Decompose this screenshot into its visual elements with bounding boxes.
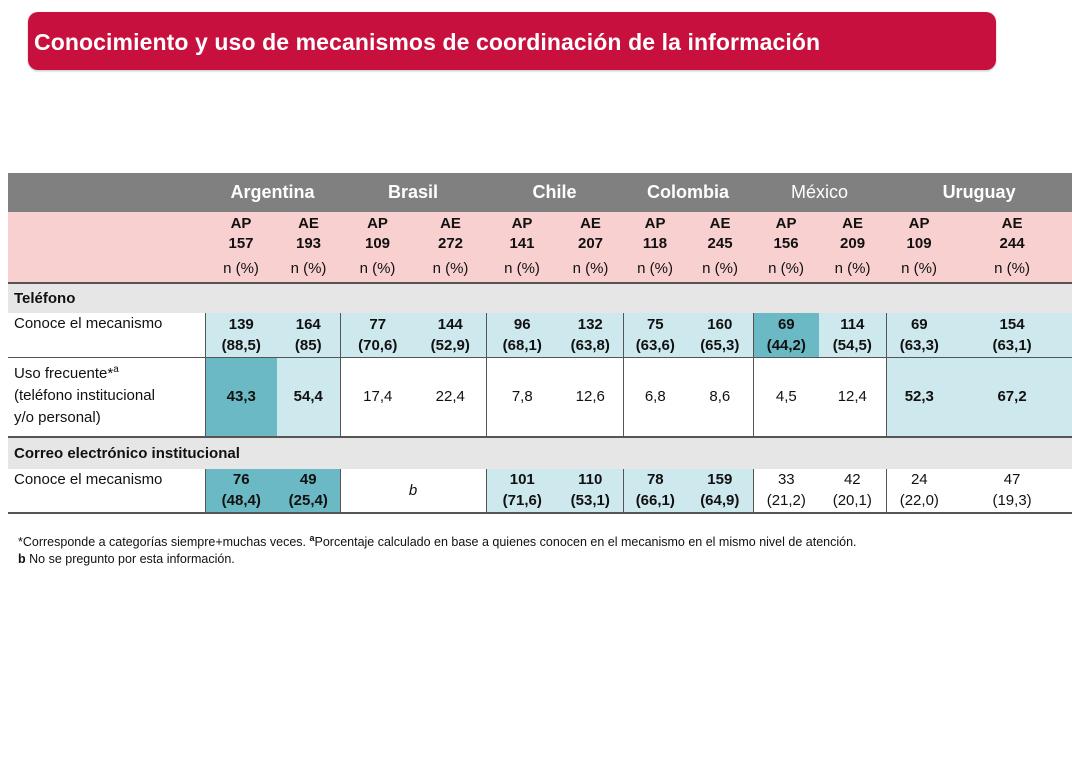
data-cell: 17,4	[340, 357, 415, 437]
data-cell: 42 (20,1)	[832, 471, 872, 509]
data-cell: 101 (71,6)	[486, 469, 558, 513]
country-header-row	[8, 173, 1072, 212]
table-row	[8, 469, 1072, 513]
unit-label: n (%)	[637, 260, 673, 277]
data-cell: 164 (85)	[277, 313, 340, 357]
data-cell: 54,4	[277, 357, 340, 437]
data-cell: 8,6	[709, 388, 731, 406]
country-argentina: Argentina	[230, 182, 315, 202]
page-title: Conocimiento y uso de mecanismos de coordinación de la información	[34, 29, 821, 55]
subcol-header: AP 109	[365, 215, 391, 252]
not-asked-note: b	[340, 469, 486, 513]
data-cell: 139 (88,5)	[205, 313, 277, 357]
data-cell: 69 (63,3)	[886, 313, 952, 357]
title-bar	[28, 12, 996, 70]
data-cell: 76 (48,4)	[205, 469, 277, 513]
section-title: Correo electrónico institucional	[14, 445, 240, 462]
data-cell: 96 (68,1)	[486, 313, 558, 357]
data-cell: 77 (70,6)	[340, 313, 415, 357]
unit-label: n (%)	[290, 260, 327, 277]
unit-label: n (%)	[359, 260, 396, 277]
unit-label: n (%)	[223, 260, 259, 277]
data-cell: 12,6	[575, 388, 605, 406]
unit-label: n (%)	[504, 260, 540, 277]
data-cell: 43,3	[205, 357, 277, 437]
data-cell: 69 (44,2)	[753, 313, 819, 357]
unit-label: n (%)	[834, 260, 871, 277]
data-cell: 49 (25,4)	[277, 469, 340, 513]
data-cell: 22,4	[435, 388, 465, 406]
data-cell: 67,2	[952, 357, 1072, 437]
data-cell: 24 (22,0)	[886, 469, 952, 513]
subcol-header: AE 245	[707, 215, 733, 252]
data-cell: 75 (63,6)	[623, 313, 687, 357]
table-row	[8, 313, 1072, 357]
country-brasil: Brasil	[388, 182, 439, 202]
country-mexico: México	[791, 182, 849, 202]
subcol-header: AP 118	[642, 215, 668, 252]
unit-label: n (%)	[768, 260, 804, 277]
subcol-header: AE 209	[840, 215, 866, 252]
section-title: Teléfono	[14, 290, 76, 307]
data-cell: 78 (66,1)	[623, 469, 687, 513]
data-cell: 52,3	[886, 357, 952, 437]
subcol-header: AE 207	[578, 215, 604, 252]
section-telefono	[8, 283, 1072, 313]
section-correo	[8, 437, 1072, 469]
data-cell: 47 (19,3)	[992, 471, 1032, 509]
unit-label: n (%)	[994, 260, 1030, 277]
subcol-header: AP 141	[509, 215, 535, 252]
subcolumn-codes-row	[8, 212, 1072, 256]
data-cell: 7,8	[486, 357, 558, 437]
unit-label: n (%)	[432, 260, 469, 277]
data-cell: 132 (63,8)	[558, 313, 623, 357]
unit-label: n (%)	[572, 260, 609, 277]
data-cell: 12,4	[837, 388, 867, 406]
unit-label: n (%)	[901, 260, 937, 277]
subcol-header: AE 193	[295, 215, 322, 252]
subcol-header: AE 272	[438, 215, 464, 252]
subheader-corner	[8, 212, 205, 256]
data-cell: 144 (52,9)	[415, 313, 486, 357]
country-colombia: Colombia	[647, 182, 730, 202]
data-cell: 110 (53,1)	[558, 469, 623, 513]
country-uruguay: Uruguay	[942, 182, 1016, 202]
data-cell: 154 (63,1)	[952, 313, 1072, 357]
table-row	[8, 357, 1072, 437]
data-cell: 6,8	[623, 357, 687, 437]
subcol-header: AP 109	[906, 215, 932, 252]
unit-row	[8, 256, 1072, 283]
footnote-line-2: b No se pregunto por esta información.	[18, 552, 235, 567]
subcol-header: AP 157	[228, 215, 254, 252]
row-label: Conoce el mecanismo	[14, 471, 163, 488]
data-cell: 33 (21,2)	[753, 469, 819, 513]
data-cell: 159 (64,9)	[687, 469, 753, 513]
subcol-header: AE 244	[999, 215, 1025, 252]
footnote-line-1: *Corresponde a categorías siempre+muchas veces. $^a$Porcentaje calculado en base a quienes conocen en el mecanismo en el mismo nivel de atención.	[18, 533, 857, 550]
data-cell: 114 (54,5)	[819, 313, 886, 357]
data-cell: 4,5	[753, 357, 819, 437]
row-label: Conoce el mecanismo	[14, 315, 163, 332]
footnote	[18, 530, 857, 568]
unit-label: n (%)	[702, 260, 738, 277]
subcol-header: AP 156	[773, 215, 799, 252]
results-table	[8, 173, 1072, 514]
country-chile: Chile	[532, 182, 577, 202]
header-corner	[8, 173, 205, 212]
data-cell: 160 (65,3)	[687, 313, 753, 357]
row-label: Uso frecuente*$^a$ (teléfono institucional y/o personal)	[14, 363, 155, 426]
